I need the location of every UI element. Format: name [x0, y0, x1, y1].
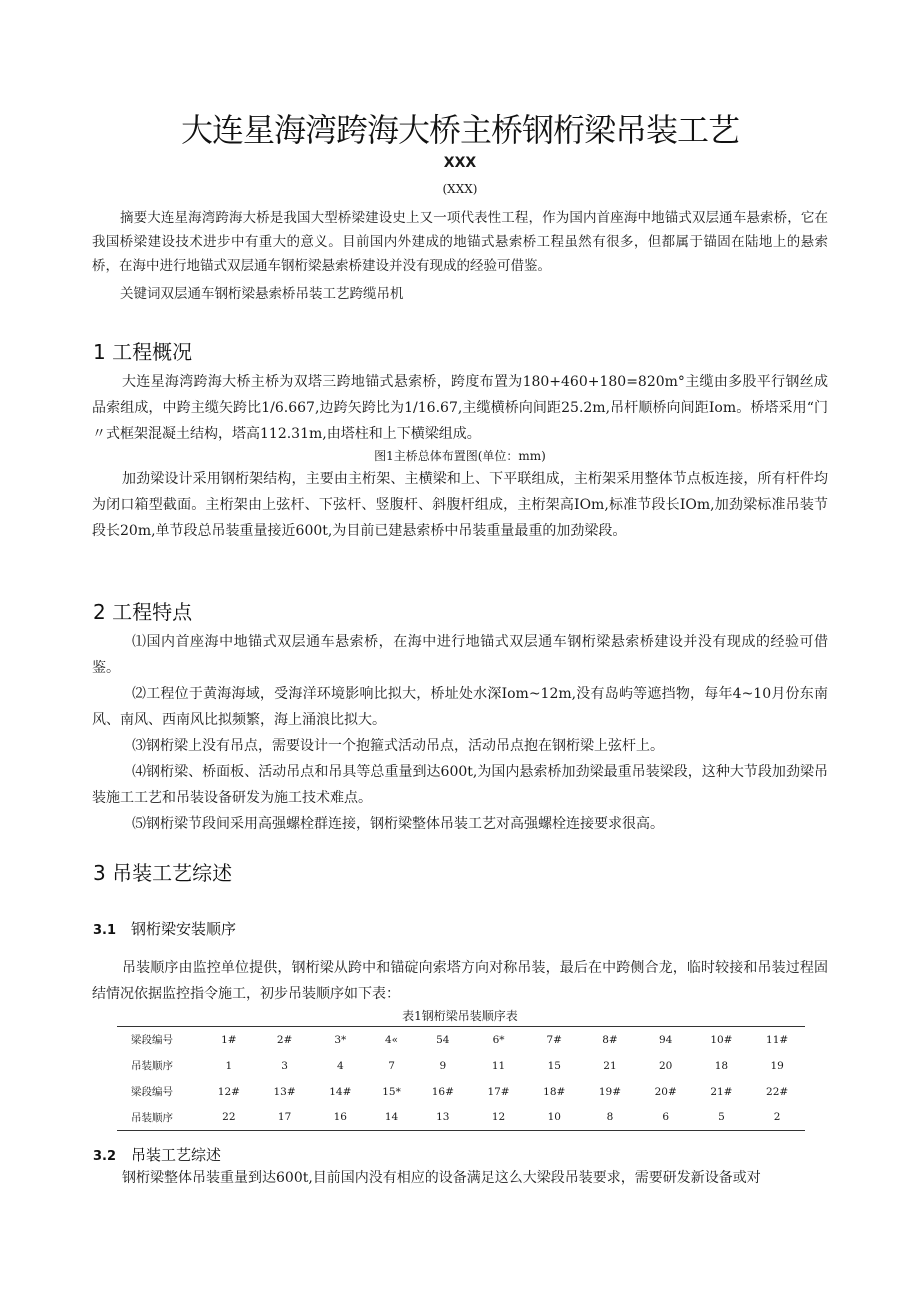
- table-cell: 9: [439, 1059, 447, 1072]
- table-cell: 14#: [329, 1085, 352, 1098]
- section-2-heading: 2 工程特点: [93, 600, 193, 624]
- table-cell: 15*: [382, 1085, 401, 1098]
- table-cell: 21: [603, 1059, 617, 1072]
- subsection-number: 3.1: [93, 923, 117, 938]
- table-cell: 4: [336, 1059, 344, 1072]
- section-1-heading: 1 工程概况: [93, 340, 193, 364]
- table-cell: 10#: [694, 1027, 750, 1053]
- table-cell: 2: [749, 1105, 805, 1131]
- table-cell: 18#: [543, 1085, 566, 1098]
- subsection-title: 吊装工艺综述: [131, 1146, 222, 1164]
- subsection-number: 3.2: [93, 1149, 117, 1164]
- subsection-title: 钢桁梁安装顺序: [131, 920, 237, 938]
- list-item: ⑷钢桁梁、桥面板、活动吊点和吊具等总重量到达600t,为国内悬索桥加劲梁最重吊装梁段，这种大节段加劲梁吊装施工工艺和吊装设备研发为施工技术难点。: [92, 764, 828, 806]
- table-cell: 17#: [487, 1085, 510, 1098]
- table-cell: 15: [547, 1059, 561, 1072]
- list-item: ⑵工程位于黄海海域，受海洋环境影响比拟大，桥址处水深Iom~12m,没有岛屿等遮挡物，每年4~10月份东南风、南风、西南风比拟频繁，海上涌浪比拟大。: [92, 686, 828, 728]
- table-row-label: 梁段编号: [117, 1027, 201, 1053]
- table-cell: 19: [770, 1059, 784, 1072]
- keywords-line: 关键词双层通车钢桁梁悬索桥吊装工艺跨缆吊机: [120, 286, 404, 302]
- table-cell: 22: [201, 1105, 257, 1131]
- table-cell: 1#: [201, 1027, 257, 1053]
- section-2-feature-list: [92, 629, 828, 837]
- list-item: ⑸钢桁梁节段间采用高强螺栓群连接，钢桁梁整体吊装工艺对高强螺栓连接要求很高。: [132, 816, 664, 832]
- table-cell: 16: [312, 1105, 368, 1131]
- author-affiliation: (XXX): [442, 182, 478, 196]
- table-cell: 22#: [766, 1085, 789, 1098]
- table-cell: 1: [225, 1059, 233, 1072]
- table-cell: 20#: [654, 1085, 677, 1098]
- list-item: ⑶钢桁梁上没有吊点，需要设计一个抱箍式活动吊点，活动吊点抱在钢桁梁上弦杆上。: [132, 738, 664, 754]
- table-row: [117, 1079, 805, 1105]
- list-item: ⑴国内首座海中地锚式双层通车悬索桥，在海中进行地锚式双层通车钢桁梁悬索桥建设并没有现成的经验可借鉴。: [92, 634, 828, 676]
- table-cell: 2#: [257, 1027, 313, 1053]
- table-cell: 19#: [598, 1085, 622, 1098]
- section-3-heading: 3 吊装工艺综述: [93, 861, 233, 885]
- table-cell: 6*: [471, 1027, 527, 1053]
- table-cell: 8#: [582, 1027, 638, 1053]
- subsection-3-2-paragraph: 钢桁梁整体吊装重量到达600t,目前国内没有相应的设备满足这么大梁段吊装要求，需要研发新设备或对: [122, 1170, 761, 1186]
- table-cell: 54: [415, 1027, 471, 1053]
- table-row: [117, 1105, 805, 1131]
- abstract-paragraph: 摘要大连星海湾跨海大桥是我国大型桥梁建设史上又一项代表性工程，作为国内首座海中地锚式双层通车悬索桥，它在我国桥梁建设技术进步中有重大的意义。目前国内外建成的地锚式悬索桥工程虽然有很多，但都属于锚固在陆地上的悬索桥，在海中进行地锚式双层通车钢桁梁悬索桥建设并没有现成的经验可借鉴。: [92, 210, 828, 274]
- table-cell: 21#: [710, 1085, 733, 1098]
- table-cell: 13#: [273, 1085, 296, 1098]
- hoisting-sequence-table: [117, 1026, 805, 1131]
- table-cell: 11#: [749, 1027, 805, 1053]
- table-1-caption: 表1钢桁梁吊装顺序表: [402, 1009, 518, 1023]
- figure-1-caption: 图1主桥总体布置图(单位：mm): [374, 449, 546, 463]
- table-cell: 18: [714, 1059, 729, 1072]
- table-cell: 8: [582, 1105, 638, 1131]
- table-cell: 12#: [217, 1085, 240, 1098]
- subsection-3-1-paragraph: 吊装顺序由监控单位提供，钢桁梁从跨中和锚碇向索塔方向对称吊装，最后在中跨侧合龙，临时较接和吊装过程固结情况依据监控指令施工，初步吊装顺序如下表：: [92, 960, 828, 1002]
- table-cell: 11: [491, 1059, 506, 1072]
- table-cell: 94: [638, 1027, 694, 1053]
- author-name: XXX: [443, 155, 477, 171]
- table-cell: 5: [694, 1105, 750, 1131]
- subsection-3-1-heading: [93, 918, 236, 939]
- table-row-label: 吊装顺序: [117, 1105, 201, 1131]
- table-cell: 3: [281, 1059, 288, 1072]
- table-cell: 12: [471, 1105, 527, 1131]
- subsection-3-2-heading: [93, 1144, 221, 1165]
- table-cell: 16#: [431, 1085, 454, 1098]
- table-cell: 7: [388, 1059, 395, 1072]
- table-cell: 4«: [368, 1027, 415, 1053]
- table-row: [117, 1053, 805, 1079]
- table-row-label: 吊装顺序: [131, 1060, 173, 1072]
- section-1-paragraph-2: 加劲梁设计采用钢桁架结构，主要由主桁架、主横梁和上、下平联组成，主桁架采用整体节点板连接，所有杆件均为闭口箱型截面。主桁架由上弦杆、下弦杆、竖腹杆、斜腹杆组成，主桁架高IOm,标准节段长IOm,加劲梁标准吊装节段长20m,单节段总吊装重量接近600t,为目前已建悬索桥中吊装重量最重的加劲梁段。: [92, 471, 828, 539]
- section-1-paragraph-1: 大连星海湾跨海大桥主桥为双塔三跨地锚式悬索桥，跨度布置为180+460+180=820m°主缆由多股平行钢丝成品索组成，中跨主缆矢跨比1/6.667,边跨矢跨比为1/16.67,主缆横桥向间距25.2m,吊杆顺桥向间距Iom。桥塔采用“门〃式框架混凝土结构，塔高112.31m,由塔柱和上下横梁组成。: [92, 374, 828, 442]
- table-cell: 14: [368, 1105, 415, 1131]
- table-row-label: 梁段编号: [131, 1086, 173, 1098]
- table-cell: 3*: [312, 1027, 368, 1053]
- table-cell: 13: [415, 1105, 471, 1131]
- table-cell: 6: [638, 1105, 694, 1131]
- table-row: [117, 1027, 805, 1053]
- table-cell: 10: [526, 1105, 582, 1131]
- table-cell: 17: [257, 1105, 313, 1131]
- document-title: 大连星海湾跨海大桥主桥钢桁梁吊装工艺: [180, 111, 739, 149]
- table-cell: 20: [659, 1059, 673, 1072]
- table-cell: 7#: [526, 1027, 582, 1053]
